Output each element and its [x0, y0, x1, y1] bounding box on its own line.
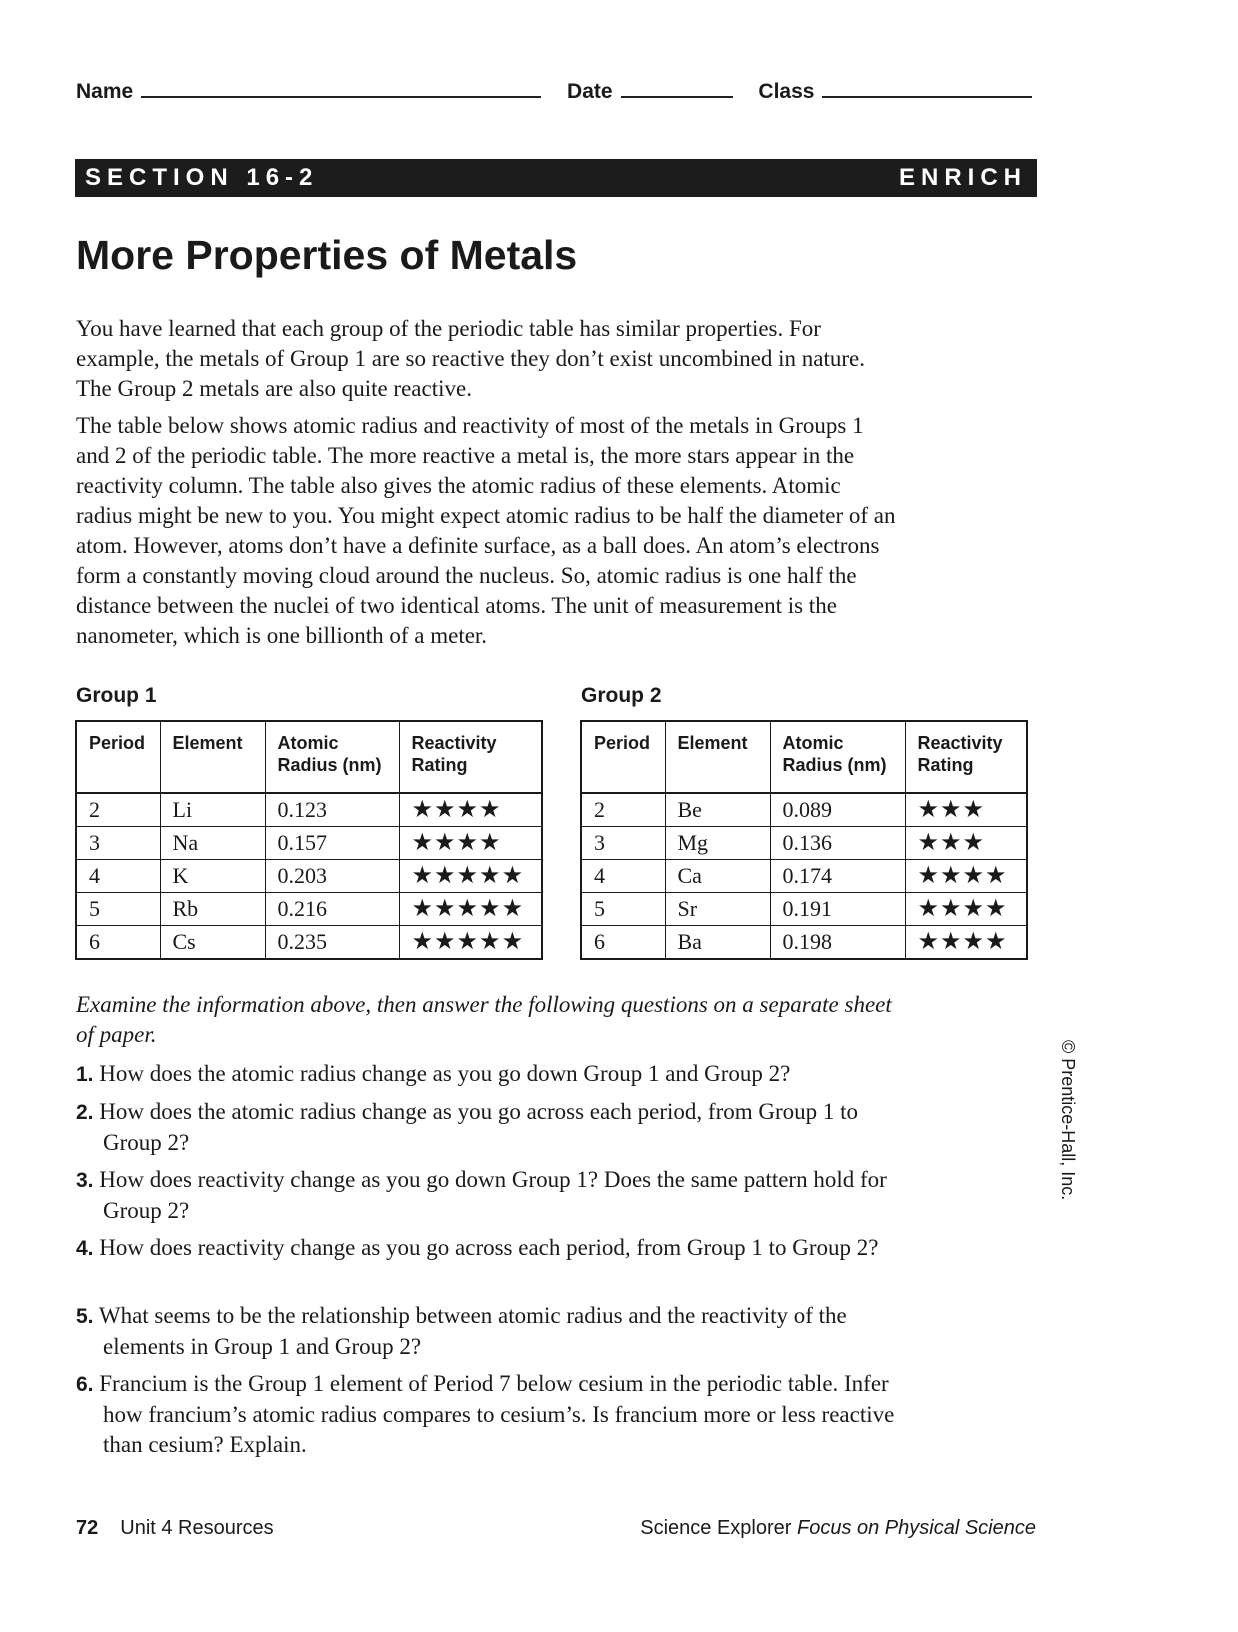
- element-cell: Na: [160, 827, 265, 860]
- page-footer-left: [76, 1517, 274, 1540]
- radius-cell: 0.235: [265, 926, 399, 960]
- element-cell: Rb: [160, 893, 265, 926]
- element-cell: Cs: [160, 926, 265, 960]
- section-bar: [75, 159, 1037, 197]
- question-2: [76, 1097, 896, 1158]
- book-title: Focus on Physical Science: [796, 1517, 1036, 1539]
- reactivity-stars: ★★★★: [399, 827, 542, 860]
- period-cell: 4: [76, 860, 160, 893]
- question-text: How does the atomic radius change as you go down Group 1 and Group 2?: [99, 1061, 791, 1086]
- table-row: [581, 793, 1027, 827]
- period-cell: 2: [581, 793, 665, 827]
- instructions: Examine the information above, then answer the following questions on a separate sheet of paper.: [76, 992, 892, 1047]
- resource-title: Unit 4 Resources: [120, 1517, 274, 1539]
- question-number: 2.: [76, 1101, 94, 1124]
- section-number: SECTION 16-2: [85, 164, 319, 191]
- period-cell: 4: [581, 860, 665, 893]
- table-row: [581, 926, 1027, 960]
- group-1-label: Group 1: [76, 684, 157, 707]
- explanation-paragraph: The table below shows atomic radius and reactivity of most of the metals in Groups 1 and 2 of the periodic table. The more reactive a metal is, the more stars appear in the reactivity column. The table also gives the atomic radius of these elements. Atomic radius might be new to you. You might expect atomic radius to be half the diameter of an atom. However, atoms don’t have a definite surface, as a ball does. An atom’s electrons form a constantly moving cloud around the nucleus. So, atomic radius is one half the distance between the nuclei of two identical atoms. The unit of measurement is the nanometer, which is one billionth of a meter.: [76, 413, 896, 648]
- page-footer-right: [640, 1517, 1036, 1540]
- question-3: [76, 1165, 896, 1226]
- period-cell: 6: [76, 926, 160, 960]
- table-row: [581, 860, 1027, 893]
- book-series: Science Explorer: [640, 1517, 792, 1539]
- period-cell: 3: [76, 827, 160, 860]
- radius-cell: 0.123: [265, 793, 399, 827]
- class-blank: [822, 78, 1032, 98]
- copyright-notice: © Prentice-Hall, Inc.: [1058, 1040, 1078, 1201]
- group-1-table: [75, 720, 543, 960]
- column-header: Atomic Radius (nm): [265, 721, 399, 793]
- group-2-table: [580, 720, 1028, 960]
- reactivity-stars: ★★★★: [399, 793, 542, 827]
- section-type: ENRICH: [898, 164, 1027, 191]
- name-label: Name: [76, 80, 134, 103]
- period-cell: 6: [581, 926, 665, 960]
- question-text: How does reactivity change as you go down Group 1? Does the same pattern hold for Group 2?: [99, 1167, 887, 1223]
- question-text: How does reactivity change as you go across each period, from Group 1 to Group 2?: [99, 1235, 879, 1260]
- element-cell: K: [160, 860, 265, 893]
- column-header: Reactivity Rating: [399, 721, 542, 793]
- question-number: 1.: [76, 1063, 94, 1086]
- page-title: More Properties of Metals: [76, 232, 578, 278]
- element-cell: Ca: [665, 860, 770, 893]
- table-row: [76, 860, 542, 893]
- question-number: 6.: [76, 1373, 94, 1396]
- radius-cell: 0.157: [265, 827, 399, 860]
- question-text: Francium is the Group 1 element of Period 7 below cesium in the periodic table. Infer how francium’s atomic radius compares to cesium’s. Is francium more or less reactive than cesium? Explain.: [99, 1371, 895, 1457]
- period-cell: 5: [581, 893, 665, 926]
- radius-cell: 0.191: [770, 893, 905, 926]
- group-2-label: Group 2: [581, 684, 662, 707]
- element-cell: Be: [665, 793, 770, 827]
- question-text: What seems to be the relationship between atomic radius and the reactivity of the elements in Group 1 and Group 2?: [98, 1303, 847, 1359]
- period-cell: 3: [581, 827, 665, 860]
- reactivity-stars: ★★★★★: [399, 860, 542, 893]
- element-cell: Ba: [665, 926, 770, 960]
- radius-cell: 0.174: [770, 860, 905, 893]
- reactivity-stars: ★★★: [905, 827, 1027, 860]
- date-blank: [621, 78, 733, 98]
- question-4: [76, 1233, 896, 1264]
- column-header: Period: [581, 721, 665, 793]
- element-cell: Sr: [665, 893, 770, 926]
- question-number: 5.: [76, 1305, 94, 1328]
- radius-cell: 0.136: [770, 827, 905, 860]
- question-1: [76, 1059, 896, 1090]
- radius-cell: 0.198: [770, 926, 905, 960]
- reactivity-stars: ★★★★: [905, 860, 1027, 893]
- table-row: [581, 827, 1027, 860]
- table-row: [76, 926, 542, 960]
- question-number: 3.: [76, 1169, 94, 1192]
- radius-cell: 0.089: [770, 793, 905, 827]
- reactivity-stars: ★★★★★: [399, 926, 542, 960]
- table-row: [581, 893, 1027, 926]
- table-row: [76, 893, 542, 926]
- question-6: [76, 1369, 896, 1460]
- reactivity-stars: ★★★★: [905, 893, 1027, 926]
- student-info-line: [76, 78, 1036, 104]
- column-header: Reactivity Rating: [905, 721, 1027, 793]
- question-text: How does the atomic radius change as you go across each period, from Group 1 to Group 2?: [99, 1099, 859, 1155]
- element-cell: Mg: [665, 827, 770, 860]
- table-row: [76, 793, 542, 827]
- reactivity-stars: ★★★: [905, 793, 1027, 827]
- page-number: 72: [76, 1517, 99, 1539]
- table-header-row: [581, 721, 1027, 793]
- radius-cell: 0.216: [265, 893, 399, 926]
- column-header: Element: [160, 721, 265, 793]
- question-5: [76, 1301, 896, 1362]
- period-cell: 5: [76, 893, 160, 926]
- column-header: Atomic Radius (nm): [770, 721, 905, 793]
- reactivity-stars: ★★★★★: [399, 893, 542, 926]
- date-label: Date: [567, 80, 613, 103]
- radius-cell: 0.203: [265, 860, 399, 893]
- element-cell: Li: [160, 793, 265, 827]
- reactivity-stars: ★★★★: [905, 926, 1027, 960]
- name-blank: [141, 78, 541, 98]
- period-cell: 2: [76, 793, 160, 827]
- table-header-row: [76, 721, 542, 793]
- class-label: Class: [758, 80, 815, 103]
- column-header: Period: [76, 721, 160, 793]
- intro-paragraph: You have learned that each group of the periodic table has similar properties. For example, the metals of Group 1 are so reactive they don’t exist uncombined in nature. The Group 2 metals are also quite reactive.: [76, 316, 865, 401]
- table-row: [76, 827, 542, 860]
- column-header: Element: [665, 721, 770, 793]
- question-number: 4.: [76, 1237, 94, 1260]
